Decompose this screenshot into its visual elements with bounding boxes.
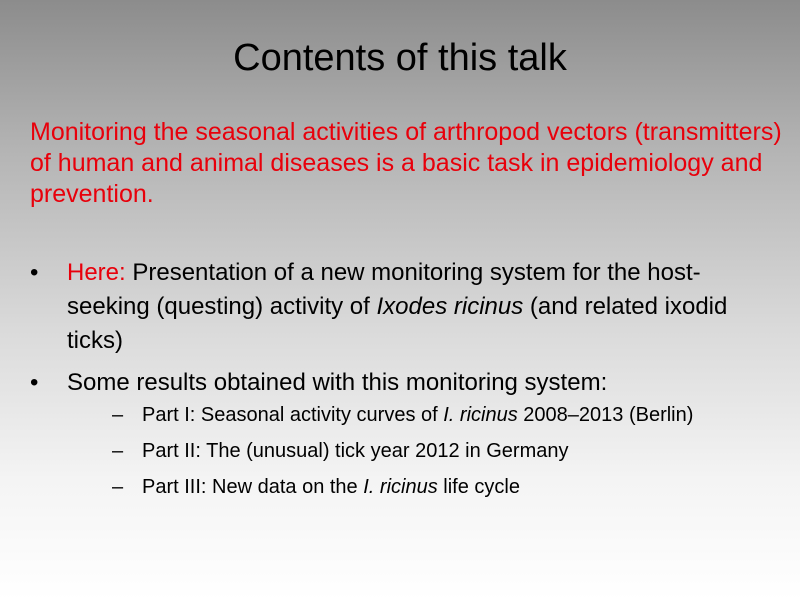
slide-title: Contents of this talk xyxy=(233,37,567,79)
bullet-text: Some results obtained with this monitoring system: xyxy=(67,369,608,396)
intro-statement: Monitoring the seasonal activities of arthropod vectors (transmitters) of human and animal diseases is a basic task in epidemiology and prevention. xyxy=(30,118,782,208)
bullet-marker: • xyxy=(30,259,39,286)
species-name: Ixodes ricinus xyxy=(376,293,524,320)
bullet-marker: • xyxy=(30,369,39,396)
sub-bullet-list xyxy=(112,400,780,502)
sub-item-text: Part I: Seasonal activity curves of xyxy=(142,404,444,426)
sub-item-part-3 xyxy=(112,472,780,502)
bullet-text: Presentation of a new monitoring system for the host-seeking (questing) activity of xyxy=(67,259,701,320)
here-label: Here: xyxy=(67,259,126,286)
bullet-item-monitoring-system xyxy=(30,256,780,358)
sub-item-part-1 xyxy=(112,400,780,430)
species-name: I. ricinus xyxy=(443,404,518,426)
dash-marker: – xyxy=(112,476,124,498)
bullet-item-results xyxy=(30,366,780,502)
sub-item-text: Part III: New data on the xyxy=(142,476,364,498)
species-name: I. ricinus xyxy=(363,476,438,498)
bullet-list xyxy=(30,256,780,510)
sub-item-text: Part II: The (unusual) tick year 2012 in Germany xyxy=(142,440,569,462)
sub-item-text-end: life cycle xyxy=(437,476,520,498)
dash-marker: – xyxy=(112,404,124,426)
dash-marker: – xyxy=(112,440,124,462)
sub-item-text-end: 2008–2013 (Berlin) xyxy=(517,404,694,426)
sub-item-part-2 xyxy=(112,436,780,466)
bullet-text-end: (and related ixodid ticks) xyxy=(67,293,728,354)
